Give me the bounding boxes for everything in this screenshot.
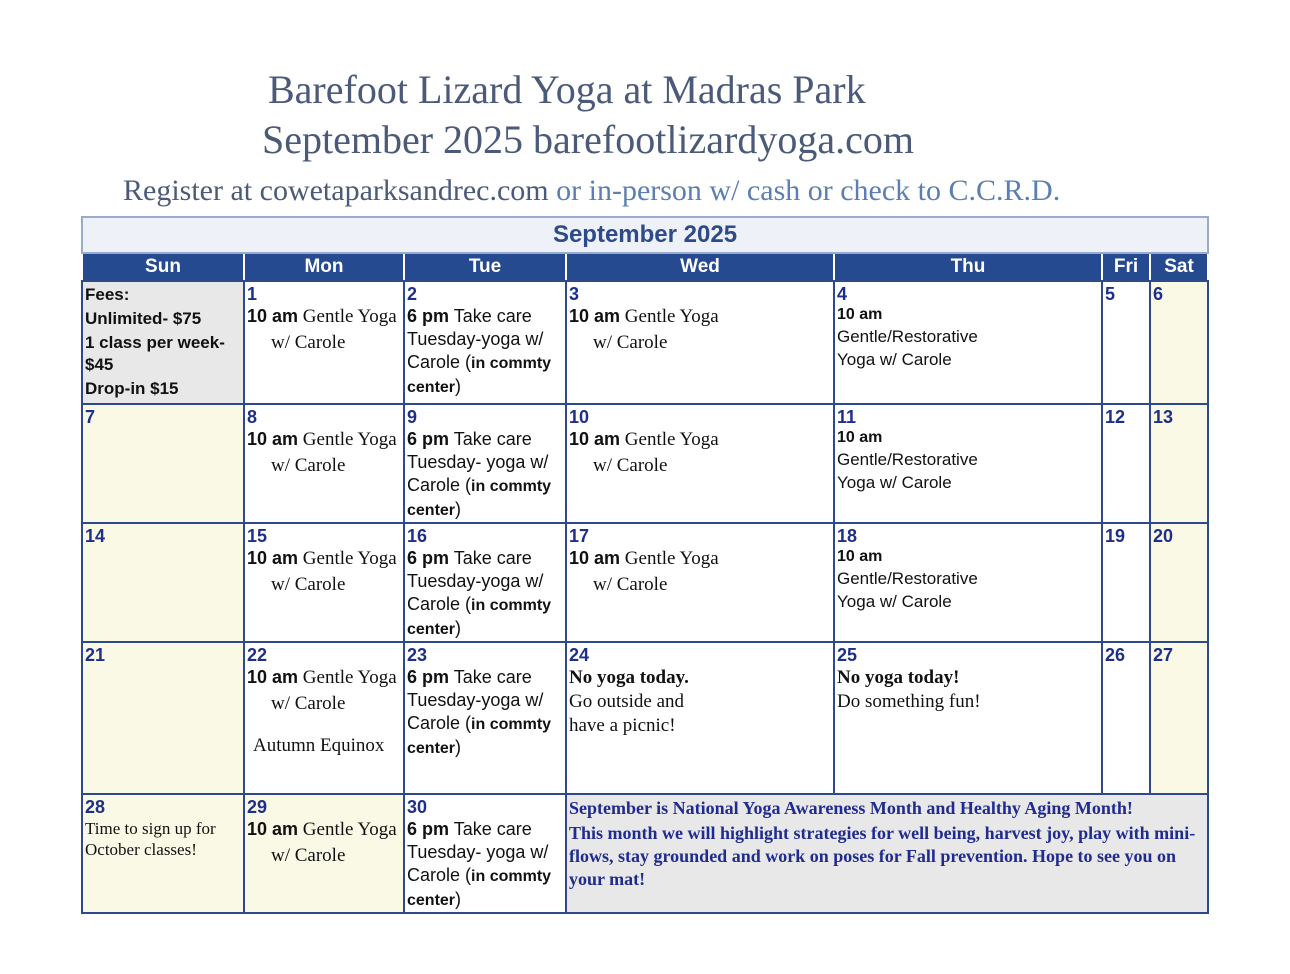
- class-time: 10 am: [247, 819, 299, 839]
- class-instructor: w/ Carole: [271, 332, 346, 353]
- class-name: Gentle Yoga: [620, 429, 719, 450]
- class-name: Gentle/Restorative: [837, 450, 978, 469]
- fees-cell: [82, 281, 244, 404]
- day-cell-30: [404, 794, 566, 913]
- class-close: ): [455, 889, 462, 909]
- class-instructor: w/ Carole: [271, 845, 346, 866]
- day-number: 21: [85, 645, 106, 665]
- day-cell-11: [834, 404, 1102, 523]
- class-time: 10 am: [569, 429, 621, 449]
- class-time: 10 am: [247, 306, 299, 326]
- day-number: 6: [1153, 284, 1164, 304]
- dow-sat: Sat: [1150, 253, 1208, 281]
- day-number: 22: [247, 645, 268, 665]
- class-time: 10 am: [569, 548, 621, 568]
- day-cell-9: [404, 404, 566, 523]
- day-number: 3: [569, 284, 580, 304]
- class-instructor: Yoga w/ Carole: [837, 592, 952, 611]
- day-number: 1: [247, 284, 258, 304]
- fees-label: Fees:: [85, 285, 130, 304]
- class-time: 6 pm: [407, 667, 450, 687]
- class-time: 10 am: [837, 429, 883, 446]
- day-number: 18: [837, 526, 858, 546]
- day-cell-27: [1150, 642, 1208, 794]
- class-instructor: Yoga w/ Carole: [837, 350, 952, 369]
- page-subtitle: September 2025 barefootlizardyoga.com: [262, 117, 914, 162]
- class-close: ): [455, 499, 462, 519]
- class-time: 10 am: [837, 548, 883, 565]
- class-name: Take care Tuesday- yoga w/ Carole (: [407, 819, 549, 885]
- class-time: 6 pm: [407, 819, 450, 839]
- day-cell-8: [244, 404, 404, 523]
- day-number: 8: [247, 407, 258, 427]
- day-cell-1: [244, 281, 404, 404]
- dow-thu: Thu: [834, 253, 1102, 281]
- class-time: 10 am: [247, 429, 299, 449]
- day-number: 7: [85, 407, 96, 427]
- class-time: 6 pm: [407, 548, 450, 568]
- day-cell-17: [566, 523, 834, 642]
- day-number: 15: [247, 526, 268, 546]
- day-number: 24: [569, 645, 590, 665]
- calendar-table: [81, 216, 1209, 914]
- class-time: 10 am: [247, 548, 299, 568]
- day-number: 16: [407, 526, 428, 546]
- day-cell-4: [834, 281, 1102, 404]
- day-number: 29: [247, 797, 268, 817]
- day-cell-15: [244, 523, 404, 642]
- class-instructor: w/ Carole: [593, 455, 668, 476]
- class-instructor: w/ Carole: [271, 574, 346, 595]
- month-note-line1: September is National Yoga Awareness Month and Healthy Aging Month!: [569, 798, 1133, 818]
- month-note-line2: This month we will highlight strategies for well being, harvest joy, play with mini-flows, stay grounded and work on poses for Fall prevention. Hope to see you on your mat!: [569, 823, 1196, 889]
- register-link-text: Register at cowetaparksandrec.com: [123, 174, 549, 207]
- class-name: Gentle Yoga: [298, 667, 397, 688]
- class-time: 10 am: [247, 667, 299, 687]
- day-cell-2: [404, 281, 566, 404]
- day-number: 2: [407, 284, 418, 304]
- day-cell-28: [82, 794, 244, 913]
- day-number: 14: [85, 526, 106, 546]
- day-cell-23: [404, 642, 566, 794]
- class-instructor: w/ Carole: [271, 455, 346, 476]
- class-location: in commty center: [407, 716, 552, 757]
- dow-fri: Fri: [1102, 253, 1150, 281]
- day-cell-16: [404, 523, 566, 642]
- day-number: 5: [1105, 284, 1116, 304]
- day-cell-14: [82, 523, 244, 642]
- class-name: Gentle Yoga: [298, 819, 397, 840]
- signup-note: Time to sign up for October classes!: [85, 819, 216, 859]
- class-name: Take care Tuesday- yoga w/ Carole (: [407, 429, 549, 495]
- day-number: 25: [837, 645, 858, 665]
- day-cell-21: [82, 642, 244, 794]
- equinox-note: Autumn Equinox: [253, 735, 385, 756]
- no-yoga-text: Do something fun!: [837, 691, 981, 712]
- day-number: 19: [1105, 526, 1126, 546]
- day-cell-22: [244, 642, 404, 794]
- day-cell-29: [244, 794, 404, 913]
- register-info: [123, 174, 1060, 208]
- day-number: 13: [1153, 407, 1174, 427]
- day-number: 10: [569, 407, 590, 427]
- class-name: Gentle/Restorative: [837, 569, 978, 588]
- class-name: Take care Tuesday-yoga w/ Carole (: [407, 548, 544, 614]
- day-number: 11: [837, 407, 857, 427]
- class-instructor: w/ Carole: [271, 693, 346, 714]
- day-number: 30: [407, 797, 428, 817]
- class-close: ): [455, 737, 462, 757]
- day-number: 20: [1153, 526, 1174, 546]
- class-time: 10 am: [569, 306, 621, 326]
- class-name: Gentle Yoga: [620, 306, 719, 327]
- class-name: Gentle Yoga: [298, 429, 397, 450]
- day-cell-24: [566, 642, 834, 794]
- class-time: 6 pm: [407, 306, 450, 326]
- class-instructor: Yoga w/ Carole: [837, 473, 952, 492]
- day-cell-12: [1102, 404, 1150, 523]
- day-cell-7: [82, 404, 244, 523]
- class-close: ): [455, 376, 462, 396]
- dow-sun: Sun: [82, 253, 244, 281]
- class-name: Take care Tuesday-yoga w/ Carole (: [407, 667, 544, 733]
- class-instructor: w/ Carole: [593, 574, 668, 595]
- day-cell-6: [1150, 281, 1208, 404]
- day-cell-25: [834, 642, 1102, 794]
- day-number: 23: [407, 645, 428, 665]
- dow-tue: Tue: [404, 253, 566, 281]
- page-title: Barefoot Lizard Yoga at Madras Park: [268, 67, 866, 112]
- day-number: 28: [85, 797, 106, 817]
- day-number: 27: [1153, 645, 1174, 665]
- register-alt-text: or in-person w/ cash or check to C.C.R.D.: [548, 174, 1061, 207]
- no-yoga-title: No yoga today.: [569, 667, 689, 688]
- day-cell-10: [566, 404, 834, 523]
- day-number: 17: [569, 526, 590, 546]
- calendar-month-title: September 2025: [82, 217, 1208, 253]
- no-yoga-text: Go outside and have a picnic!: [569, 691, 685, 736]
- dow-mon: Mon: [244, 253, 404, 281]
- class-name: Take care Tuesday-yoga w/ Carole (: [407, 306, 544, 372]
- month-note-cell: [566, 794, 1208, 913]
- class-instructor: w/ Carole: [593, 332, 668, 353]
- day-number: 4: [837, 284, 848, 304]
- fees-unlimited: Unlimited- $75: [85, 309, 202, 328]
- day-number: 26: [1105, 645, 1126, 665]
- class-time: 6 pm: [407, 429, 450, 449]
- fees-weekly: 1 class per week- $45: [85, 333, 225, 374]
- fees-dropin: Drop-in $15: [85, 379, 179, 398]
- day-cell-13: [1150, 404, 1208, 523]
- class-location: in commty center: [407, 597, 552, 638]
- day-cell-5: [1102, 281, 1150, 404]
- class-name: Gentle Yoga: [298, 306, 397, 327]
- day-cell-3: [566, 281, 834, 404]
- no-yoga-title: No yoga today!: [837, 667, 960, 688]
- class-location: in commty center: [407, 355, 552, 396]
- class-location: in commty center: [407, 868, 552, 909]
- day-number: 9: [407, 407, 418, 427]
- day-cell-19: [1102, 523, 1150, 642]
- class-location: in commty center: [407, 478, 552, 519]
- day-cell-20: [1150, 523, 1208, 642]
- class-time: 10 am: [837, 306, 883, 323]
- day-number: 12: [1105, 407, 1126, 427]
- class-name: Gentle Yoga: [620, 548, 719, 569]
- day-cell-26: [1102, 642, 1150, 794]
- class-name: Gentle Yoga: [298, 548, 397, 569]
- day-cell-18: [834, 523, 1102, 642]
- dow-wed: Wed: [566, 253, 834, 281]
- class-name: Gentle/Restorative: [837, 327, 978, 346]
- class-close: ): [455, 618, 462, 638]
